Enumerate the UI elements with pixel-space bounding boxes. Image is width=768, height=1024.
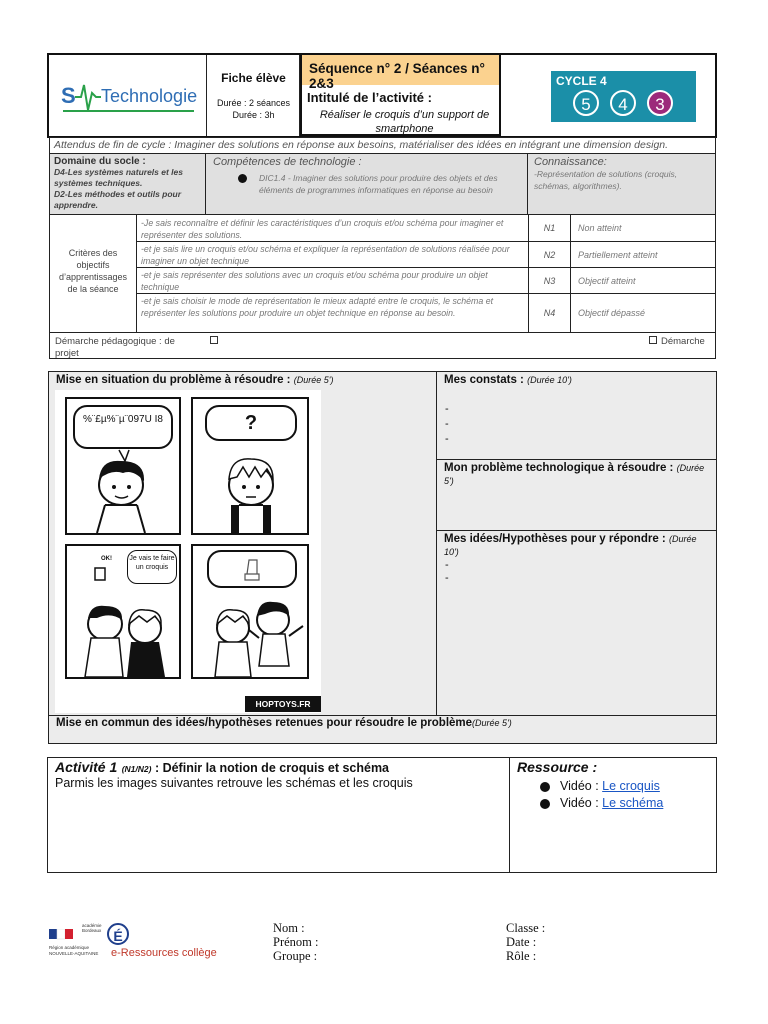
cycle-level-4: 4	[610, 90, 636, 116]
critere-row	[137, 268, 715, 294]
activite-table	[47, 757, 717, 873]
socle-row	[49, 153, 716, 215]
ressource-title: Ressource :	[517, 759, 598, 775]
criteres-table	[49, 214, 716, 333]
date-field: Date :	[506, 935, 537, 949]
comic-panel-2	[191, 397, 309, 535]
role-field: Rôle :	[506, 949, 537, 963]
demarche-row	[49, 332, 716, 359]
video-link-schema[interactable]: Le schéma	[602, 796, 664, 810]
connaissance-cell	[528, 154, 715, 214]
critere-text: -et je sais choisir le mode de représentation le mieux adapté entre le croquis, le schéma et représenter les solutions pour produire un objet technique en réponse au besoin.	[141, 296, 494, 318]
constats-cell	[437, 372, 716, 460]
sequence-label: Séquence n° 2 / Séances n° 2&3	[302, 55, 499, 85]
e-logo-icon: É	[107, 923, 129, 945]
commun-cell	[49, 715, 716, 743]
competences-title: Compétences de technologie :	[213, 156, 362, 168]
bullet-icon	[540, 799, 550, 809]
logo-cell	[49, 55, 207, 136]
comic-panel-3	[65, 544, 181, 679]
logo-icon	[49, 55, 207, 136]
cycle-level-3: 3	[647, 90, 673, 116]
probleme-title: Mon problème technologique à résoudre : (Durée 5')	[444, 462, 705, 486]
probleme-cell	[437, 460, 716, 531]
cycle-badge	[551, 71, 696, 122]
prenom-field: Prénom :	[273, 935, 319, 949]
critere-level: N4	[528, 294, 571, 332]
critere-status: Objectif dépassé	[578, 308, 646, 318]
intitule-value: Réaliser le croquis d’un support de smartphone	[319, 109, 490, 135]
intitule-label: Intitulé de l’activité :	[307, 90, 432, 105]
svg-text:S: S	[61, 83, 76, 108]
competences-item: DIC1.4 - Imaginer des solutions pour produire des objets et des éléments de programmes informatiques en réponse au besoin	[259, 173, 498, 195]
footer-right-fields	[506, 921, 545, 963]
comic-panel-4	[191, 544, 309, 679]
eressources-text: e-Ressources collège	[111, 947, 217, 959]
ressource-cell	[510, 758, 716, 872]
critere-text: -et je sais représenter des solutions avec un croquis et/ou schéma pour produire un objet technique	[141, 270, 488, 292]
region-text: Région académique NOUVELLE-AQUITAINE	[49, 945, 99, 956]
critere-row	[137, 242, 715, 268]
activite-cell	[48, 758, 510, 872]
comic-panel-1	[65, 397, 181, 535]
main-panel	[48, 371, 717, 744]
demarche-checkbox-2[interactable]	[649, 336, 657, 344]
idees-cell	[437, 531, 716, 715]
situation-cell	[49, 372, 437, 715]
cycle-cell	[501, 55, 715, 136]
kids-dancing-icon	[193, 546, 307, 677]
critere-text: -Je sais reconnaître et définir les caractéristiques d’un croquis et/ou schéma pour imaginer et représenter des solutions.	[141, 218, 504, 240]
constats-item-3: -	[445, 433, 449, 445]
attendus: Attendus de fin de cycle : Imaginer des solutions en réponse aux besoins, matérialiser des idées en intégrant une dimension design.	[49, 137, 716, 154]
domaine-cell	[50, 154, 206, 214]
situation-title: Mise en situation du problème à résoudre : (Durée 5')	[56, 374, 334, 386]
svg-text:Technologie: Technologie	[101, 86, 198, 106]
demarche-right-label: Démarche	[661, 336, 705, 347]
cycle-level-5: 5	[573, 90, 599, 116]
duree-seances: Durée : 2 séances	[216, 98, 291, 108]
domaine-title: Domaine du socle :	[54, 156, 146, 167]
critere-level: N3	[528, 268, 571, 294]
nom-field: Nom :	[273, 921, 305, 935]
activite-title: Activité 1 (N1/N2) : Définir la notion de croquis et schéma	[55, 759, 390, 775]
connaissance-title: Connaissance:	[534, 156, 607, 168]
ressource-item: Vidéo : Le schéma	[540, 796, 663, 810]
idees-title: Mes idées/Hypothèses pour y répondre : (Durée 10')	[444, 533, 697, 557]
critere-status: Partiellement atteint	[578, 250, 658, 260]
classe-field: Classe :	[506, 921, 546, 935]
comic-illustration	[55, 390, 321, 713]
commun-title: Mise en commun des idées/hypothèses retenues pour résoudre le problème(Durée 5')	[56, 717, 512, 729]
video-link-croquis[interactable]: Le croquis	[602, 779, 660, 793]
critere-row	[137, 215, 715, 242]
kids-thumbs-up-icon	[67, 546, 179, 677]
demarche-checkbox-1[interactable]	[210, 336, 218, 344]
demarche-label: Démarche pédagogique : de projet	[55, 336, 175, 359]
activite-instruction: Parmis les images suivantes retrouve les schémas et les croquis	[55, 776, 413, 790]
competences-cell	[206, 154, 528, 214]
critere-level: N2	[528, 242, 571, 268]
idees-item-2: -	[445, 572, 449, 584]
critere-status: Objectif atteint	[578, 276, 636, 286]
footer-left-fields	[273, 921, 318, 963]
boy-figure-icon	[67, 399, 179, 533]
bullet-icon	[540, 782, 550, 792]
critere-row	[137, 294, 715, 332]
footer-logos	[49, 921, 259, 963]
republique-flag-icon	[49, 929, 73, 943]
constats-item-2: -	[445, 418, 449, 430]
bullet-icon	[238, 174, 247, 183]
constats-item-1: -	[445, 403, 449, 415]
critere-status: Non atteint	[578, 223, 622, 233]
speech-bubble: ?	[205, 405, 297, 441]
fiche-cell	[207, 55, 300, 136]
domaine-line-1: D4-Les systèmes naturels et les systèmes techniques.	[54, 167, 183, 188]
header-table	[47, 53, 717, 138]
speech-bubble: %¨£µ%¨µ¨097U I8	[73, 405, 173, 449]
domaine-line-2: D2-Les méthodes et outils pour apprendre.	[54, 189, 182, 210]
speech-bubble: Je vais te faire un croquis	[127, 550, 177, 584]
cycle-label: CYCLE 4	[556, 74, 607, 88]
groupe-field: Groupe :	[273, 949, 318, 963]
academie-text: académie Bordeaux	[82, 923, 102, 933]
boy-figure-icon	[193, 399, 307, 533]
critere-text: -et je sais lire un croquis et/ou schéma et expliquer la représentation de solutions réalisée pour imaginer un objet technique	[141, 244, 510, 266]
duree-total: Durée : 3h	[232, 110, 275, 120]
hoptoys-credit: HOPTOYS.FR	[245, 696, 321, 712]
criteres-label: Critères des objectifs d’apprentissages de la séance	[50, 215, 137, 332]
fiche-title: Fiche élève	[221, 71, 286, 85]
critere-level: N1	[528, 215, 571, 242]
constats-title: Mes constats : (Durée 10')	[444, 374, 572, 386]
ressource-item: Vidéo : Le croquis	[540, 779, 660, 793]
ok-text: OK!	[101, 556, 112, 562]
connaissance-text: -Représentation de solutions (croquis, schémas, algorithmes).	[534, 169, 678, 191]
sequence-cell	[300, 55, 501, 136]
idees-item-1: -	[445, 559, 449, 571]
